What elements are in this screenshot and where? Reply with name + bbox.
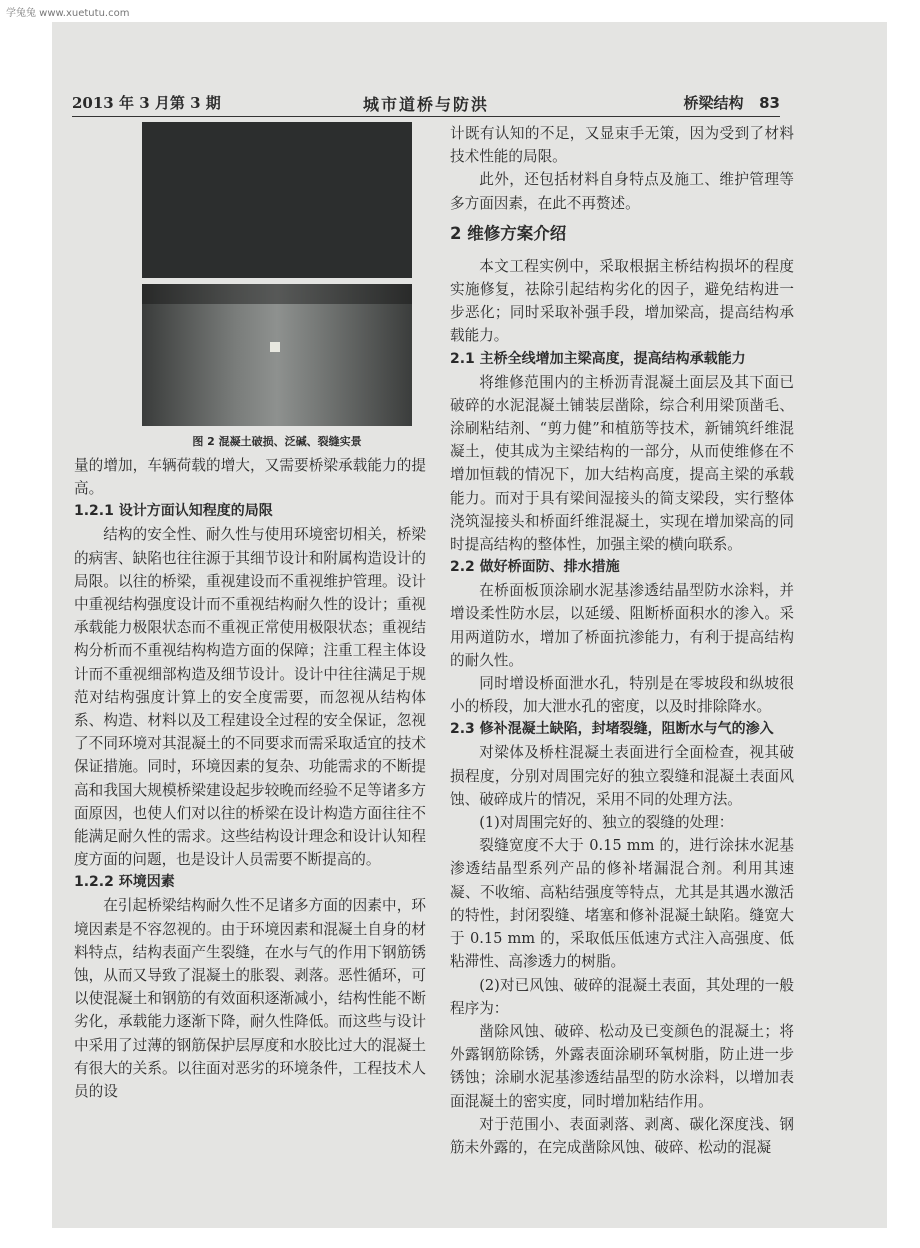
heading-2: 2 维修方案介绍 [450,223,567,243]
running-header [72,92,780,117]
right-paragraph-11: 对于范围小、表面剥落、剥离、碳化深度浅、钢筋未外露的，在完成凿除风蚀、破碎、松动的混凝 [450,1115,794,1156]
section-name: 桥梁结构 [683,94,744,112]
heading-1-2-1: 1.2.1 设计方面认知程度的局限 [74,503,273,520]
left-paragraph-1: 结构的安全性、耐久性与使用环境密切相关，桥梁的病害、缺陷也往往源于其细节设计和附属构造设计的局限。以往的桥梁，重视建设而不重视维护管理。设计中重视结构强度设计而不重视结构耐久性的设计；重视承载能力极限状态而不重视正常使用极限状态；重视结构分析而不重视结构构造方面的保障；注重工程主体设计而不重视细部构造及细节设计。设计中往往满足于规范对结构强度计算上的安全度需要，而忽视从结构体系、构造、材料以及工程建设全过程的安全保证，忽视了不同环境对其混凝土的不同要求而需采取适宜的技术保证措施。同时，环境因素的复杂、功能需求的不断提高和我国大规模桥梁建设起步较晚而经验不足等诸多方面原因，也使人们对以往的桥梁在设计构造方面往往不能满足耐久性的需求。这些结构设计理念和设计认知程度方面的问题，也是设计人员需要不断提高的。 [74,526,426,869]
page-number: 83 [759,94,780,112]
right-paragraph-2: 本文工程实例中，采取根据主桥结构损坏的程度实施修复，祛除引起结构劣化的因子，避免结构进一步恶化；同时采取补强手段，增加梁高，提高结构承载能力。 [450,257,794,345]
left-paragraph-continued: 量的增加，车辆荷载的增大，又需要桥梁承载能力的提高。 [74,457,426,498]
heading-2-3: 2.3 修补混凝土缺陷，封堵裂缝，阻断水与气的渗入 [450,721,774,738]
photo-shadow [142,284,412,304]
left-paragraph-2: 在引起桥梁结构耐久性不足诸多方面的因素中，环境因素是不容忽视的。由于环境因素和混凝土自身的材料特点，结构表面产生裂缝，在水与气的作用下钢筋锈蚀，从而又导致了混凝土的胀裂、剥落。恶性循环，可以使混凝土和钢筋的有效面积逐渐减小，结构性能不断劣化，承载能力逐渐下降，耐久性降低。而这些与设计中采用了过薄的钢筋保护层厚度和水胶比过大的混凝土有很大的关系。以往面对恶劣的环境条件，工程技术人员的设 [74,897,426,1101]
concrete-damage-photo-bottom [142,284,412,426]
section-and-page [683,92,780,113]
efflorescence-spot [270,342,280,352]
figure-caption: 图 2 混凝土破损、泛碱、裂缝实景 [192,435,362,448]
figure-2 [112,122,442,450]
right-paragraph-1: 此外，还包括材料自身特点及施工、维护管理等多方面因素，在此不再赘述。 [450,171,794,212]
right-paragraph-5: 同时增设桥面泄水孔，特别是在零坡段和纵坡很小的桥段，加大泄水孔的密度，以及时排除降水。 [450,675,794,716]
heading-2-2: 2.2 做好桥面防、排水措施 [450,559,620,576]
right-column [450,122,794,1159]
site-watermark: 学兔兔 www.xuetutu.com [6,8,130,19]
right-paragraph-9: (2)对已风蚀、破碎的混凝土表面，其处理的一般程序为： [450,976,794,1017]
right-paragraph-10: 凿除风蚀、破碎、松动及已变颜色的混凝土；将外露钢筋除锈，外露表面涂刷环氧树脂，防止进一步锈蚀；涂刷水泥基渗透结晶型的防水涂料，以增加表面混凝土的密实度，同时增加粘结作用。 [450,1022,794,1110]
heading-2-1: 2.1 主桥全线增加主梁高度，提高结构承载能力 [450,350,746,367]
concrete-damage-photo-top [142,122,412,278]
left-column [74,122,426,1103]
right-paragraph-continued: 计既有认知的不足，又显束手无策，因为受到了材料技术性能的局限。 [450,125,794,166]
right-paragraph-6: 对梁体及桥柱混凝土表面进行全面检查，视其破损程度，分别对周围完好的独立裂缝和混凝土表面风蚀、破碎成片的情况，采用不同的处理方法。 [450,744,794,808]
issue-date: 2013 年 3 月第 3 期 [72,94,221,112]
right-paragraph-4: 在桥面板顶涂刷水泥基渗透结晶型防水涂料，并增设柔性防水层，以延缓、阻断桥面积水的渗入。采用两道防水，增加了桥面抗渗能力，有利于提高结构的耐久性。 [450,582,794,669]
right-paragraph-7: (1)对周围完好的、独立的裂缝的处理： [479,814,734,832]
journal-title: 城市道桥与防洪 [362,95,489,114]
heading-1-2-2: 1.2.2 环境因素 [74,874,175,891]
right-paragraph-3: 将维修范围内的主桥沥青混凝土面层及其下面已破碎的水泥混凝土铺装层凿除，综合利用梁顶凿毛、涂刷粘结剂、“剪力健”和植筋等技术，新铺筑纤维混凝土，使其成为主梁结构的一部分，从而使维修在不增加恒载的情况下，加大结构高度，提高主梁的承载能力。而对于具有梁间湿接头的简支梁段，实行整体浇筑湿接头和桥面纤维混凝土，实现在增加梁高的同时提高结构的整体性，加强主梁的横向联系。 [450,373,794,554]
right-paragraph-8: 裂缝宽度不大于 0.15 mm 的，进行涂抹水泥基渗透结晶型系列产品的修补堵漏混合剂。利用其速凝、不收缩、高粘结强度等特点，尤其是其遇水激活的特性，封闭裂缝、堵塞和修补混凝土缺陷。缝宽大于 0.15 mm 的，采取低压低速方式注入高强度、低粘滞性、高渗透力的树脂。 [450,837,794,971]
